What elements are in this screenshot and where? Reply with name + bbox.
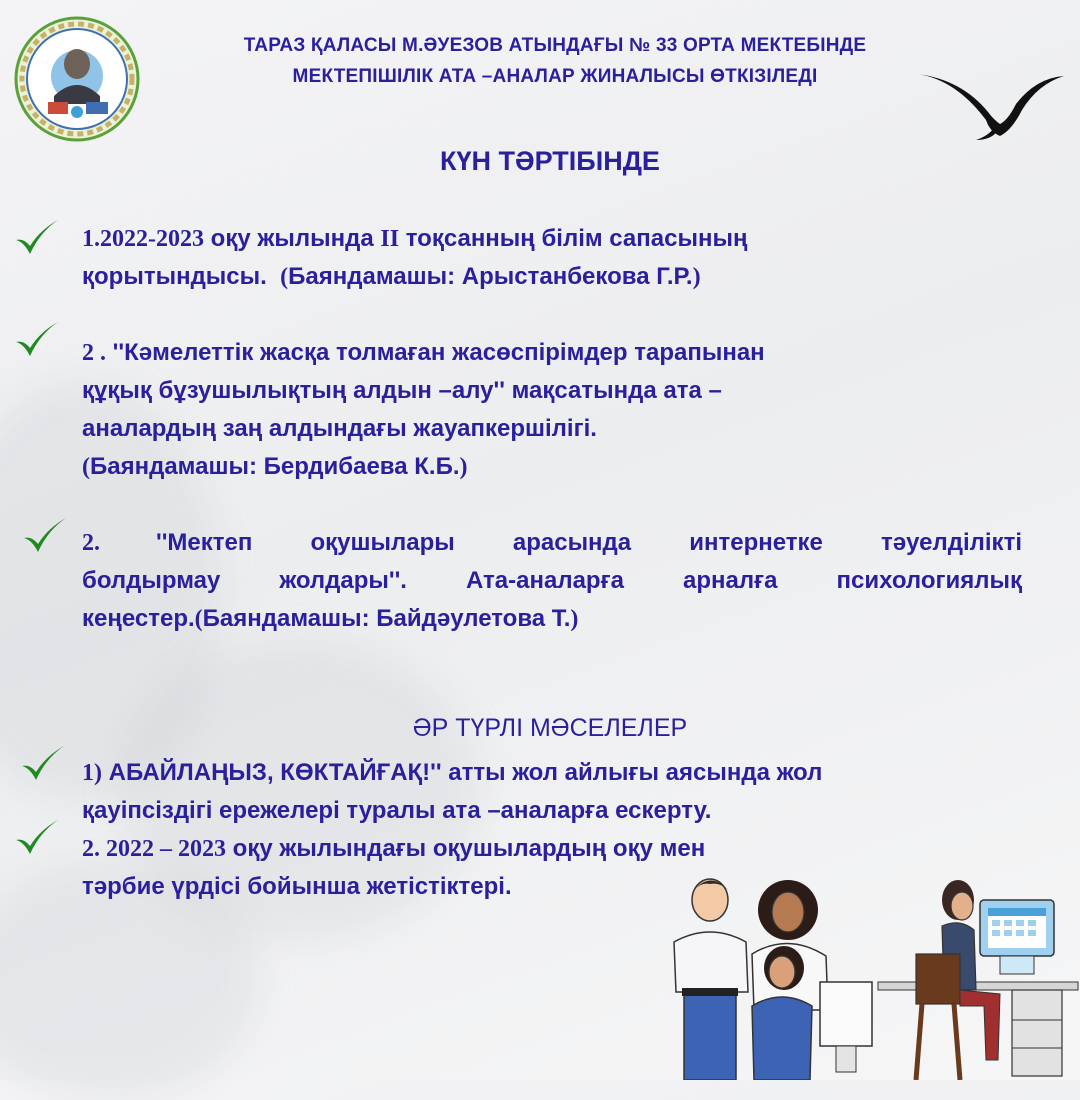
- agenda-item-number: 2.: [82, 530, 100, 556]
- misc-item-1: 1) АБАЙЛАҢЫЗ, КӨКТАЙҒАҚ!'' атты жол айлығы аясында жол қауіпсіздігі ережелері туралы ата –аналарға ескерту.: [82, 759, 823, 824]
- agenda-item-1: 1.2022-2023 оқу жылында II тоқсанның білім сапасының қорытындысы. (Баяндамашы: Арыстанбекова Г.Р.): [82, 225, 748, 290]
- speaker: Баяндамашы: Арыстанбекова Г.Р.: [288, 263, 693, 290]
- agenda-item-number: 2 .: [82, 340, 106, 366]
- check-icon: [14, 320, 60, 360]
- school-logo-icon: [14, 16, 140, 142]
- page-header: [160, 30, 950, 92]
- check-icon: [22, 516, 68, 556]
- people-illustration: [660, 870, 1080, 1080]
- header-line-2: МЕКТЕПІШІЛІК АТА –АНАЛАР ЖИНАЛЫСЫ ӨТКІЗІЛЕДІ: [292, 66, 818, 87]
- misc-title: ӘР ТҮРЛІ МӘСЕЛЕЛЕР: [412, 714, 688, 742]
- header-line-1: ТАРАЗ ҚАЛАСЫ М.ӘУЕЗОВ АТЫНДАҒЫ № 33 ОРТА МЕКТЕБІНДЕ: [243, 35, 867, 56]
- speaker: Баяндамашы: Бердибаева К.Б.: [90, 453, 460, 480]
- agenda-item-2: 2 . ''Кәмелеттік жасқа толмаған жасөспірімдер тарапынан құқық бұзушылықтың алдын –алу'' мақсатында ата – аналардың заң алдындағы жауапкершілігі. (Баяндамашы: Бердибаева К.Б.): [82, 339, 765, 480]
- speaker: Баяндамашы: Байдәулетова Т.: [202, 605, 571, 632]
- agenda-item-number: 1.2022-2023: [82, 226, 204, 252]
- check-icon: [20, 744, 66, 784]
- bird-icon: [916, 70, 1066, 142]
- misc-item-2: 2. 2022 – 2023 оқу жылындағы оқушылардың оқу мен тәрбие үрдісі бойынша жетістіктері.: [82, 835, 706, 900]
- agenda-title: КҮН ТӘРТІБІНДЕ: [440, 146, 660, 176]
- check-icon: [14, 818, 60, 858]
- agenda-item-3: 2. ''Мектеп оқушылары арасында интернетке тәуелділікті болдырмау жолдары''. Ата-аналарға арналға психологиялық кеңестер.(Баяндамашы: Байдәулетова Т.): [82, 524, 1022, 638]
- check-icon: [14, 218, 60, 258]
